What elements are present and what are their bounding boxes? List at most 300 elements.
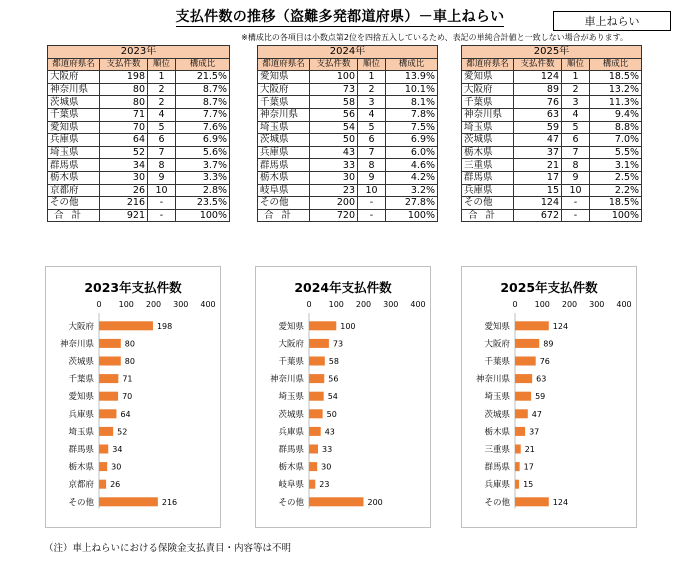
count-cell: 52	[100, 146, 148, 159]
data-label: 89	[543, 339, 554, 349]
data-label: 26	[110, 480, 121, 490]
rank-cell: 2	[148, 83, 176, 96]
table-row	[48, 71, 230, 84]
table-row	[258, 108, 438, 121]
table-row	[258, 146, 438, 159]
bar	[99, 374, 118, 383]
pref-cell: その他	[462, 197, 514, 210]
rank-cell: 3	[562, 96, 590, 109]
rank-cell: 3	[358, 96, 386, 109]
col-header-share: 構成比	[176, 58, 230, 71]
table-row	[48, 159, 230, 172]
table-row	[462, 108, 642, 121]
count-cell: 124	[514, 71, 562, 84]
table-row	[48, 96, 230, 109]
share-cell: 5.6%	[176, 146, 230, 159]
bar	[515, 427, 525, 436]
col-header-rank: 順位	[148, 58, 176, 71]
rank-cell: 5	[358, 121, 386, 134]
bar	[309, 321, 336, 330]
category-label: 京都府	[68, 480, 94, 491]
count-cell: 198	[100, 71, 148, 84]
category-label: その他	[68, 497, 94, 508]
data-label: 17	[523, 462, 534, 472]
col-header-pref: 都道府県名	[462, 58, 514, 71]
col-header-count: 支払件数	[310, 58, 358, 71]
category-label: 栃木県	[68, 462, 94, 473]
category-label: 茨城県	[68, 357, 94, 367]
rank-cell: 5	[562, 121, 590, 134]
count-cell: 37	[514, 146, 562, 159]
col-header-count: 支払件数	[514, 58, 562, 71]
data-label: 70	[122, 392, 133, 402]
col-header-rank: 順位	[358, 58, 386, 71]
bar	[515, 462, 520, 471]
table-row	[462, 134, 642, 147]
pref-cell: 愛知県	[462, 71, 514, 84]
data-label: 37	[529, 427, 540, 437]
table-row	[462, 96, 642, 109]
table-2025	[461, 45, 642, 222]
table-row	[462, 83, 642, 96]
rank-cell: 2	[358, 83, 386, 96]
share-cell: 18.5%	[590, 71, 642, 84]
col-header-rank: 順位	[562, 58, 590, 71]
rank-cell: 10	[148, 184, 176, 197]
chart-2023	[45, 266, 221, 528]
data-label: 76	[539, 357, 550, 366]
rank-cell: -	[562, 197, 590, 210]
col-header-pref: 都道府県名	[258, 58, 310, 71]
x-tick-label: 0	[306, 300, 312, 309]
count-cell: 921	[100, 209, 148, 222]
bar	[99, 427, 113, 436]
pref-cell: 茨城県	[258, 134, 310, 147]
count-cell: 59	[514, 121, 562, 134]
rank-cell: 8	[148, 159, 176, 172]
data-label: 124	[552, 321, 569, 331]
pref-cell: 埼玉県	[462, 121, 514, 134]
table-year: 2025年	[462, 46, 642, 59]
share-cell: 2.8%	[176, 184, 230, 197]
pref-cell: 兵庫県	[462, 184, 514, 197]
pref-cell: 栃木県	[48, 171, 100, 184]
col-header-pref: 都道府県名	[48, 58, 100, 71]
chart-2025	[461, 266, 637, 528]
table-row	[48, 108, 230, 121]
table-row	[48, 134, 230, 147]
count-cell: 23	[310, 184, 358, 197]
data-label: 58	[328, 357, 339, 366]
bar	[309, 445, 318, 454]
table-row	[48, 83, 230, 96]
rank-cell: -	[358, 209, 386, 222]
table-2024	[257, 45, 438, 222]
chart-2024	[255, 266, 431, 528]
table-row	[462, 146, 642, 159]
data-label: 56	[328, 374, 339, 384]
page-title: 支払件数の推移（盗難多発都道府県）－車上ねらい	[175, 9, 505, 25]
share-cell: 3.2%	[386, 184, 438, 197]
pref-cell: 千葉県	[462, 96, 514, 109]
chart-title: 2023年支払件数	[84, 280, 182, 295]
bar	[99, 445, 108, 454]
pref-cell: 千葉県	[48, 108, 100, 121]
share-cell: 27.8%	[386, 197, 438, 210]
data-label: 33	[321, 445, 333, 454]
category-label: 大阪府	[484, 339, 510, 350]
category-label: 栃木県	[278, 462, 304, 473]
count-cell: 64	[100, 134, 148, 147]
data-label: 30	[111, 462, 122, 472]
pref-cell: 埼玉県	[48, 146, 100, 159]
rank-cell: 10	[562, 184, 590, 197]
chart-2024-svg	[256, 267, 432, 529]
category-label: 神奈川県	[59, 339, 94, 350]
category-label: 神奈川県	[475, 374, 510, 385]
share-cell: 3.1%	[590, 159, 642, 172]
table-row	[48, 171, 230, 184]
col-header-share: 構成比	[386, 58, 438, 71]
table-row	[258, 96, 438, 109]
count-cell: 80	[100, 83, 148, 96]
bar	[309, 462, 317, 471]
pref-cell: 神奈川県	[462, 108, 514, 121]
bar	[309, 497, 364, 506]
data-label: 54	[327, 392, 338, 402]
pref-cell: 神奈川県	[48, 83, 100, 96]
data-label: 198	[156, 321, 173, 331]
count-cell: 15	[514, 184, 562, 197]
data-label: 47	[531, 409, 542, 419]
pref-cell: 兵庫県	[258, 146, 310, 159]
table-row	[258, 134, 438, 147]
category-label: 茨城県	[484, 409, 510, 420]
data-label: 216	[161, 497, 178, 507]
data-label: 23	[319, 480, 330, 490]
category-label: 岐阜県	[278, 480, 304, 491]
share-cell: 5.5%	[590, 146, 642, 159]
category-label: 群馬県	[484, 462, 510, 473]
bar	[309, 339, 329, 348]
data-label: 100	[340, 321, 356, 331]
pref-cell: 群馬県	[48, 159, 100, 172]
bar	[309, 374, 324, 383]
share-cell: 100%	[590, 209, 642, 222]
share-cell: 7.5%	[386, 121, 438, 134]
table-row	[258, 83, 438, 96]
category-label: 大阪府	[278, 339, 304, 350]
table-row	[258, 197, 438, 210]
category-label: 三重県	[484, 445, 510, 455]
category-label: その他	[484, 497, 510, 508]
rank-cell: 2	[148, 96, 176, 109]
table-row	[258, 71, 438, 84]
data-label: 71	[122, 374, 133, 384]
bar	[99, 462, 107, 471]
x-tick-label: 400	[616, 300, 632, 309]
x-tick-label: 200	[561, 300, 578, 309]
category-label: その他	[278, 497, 304, 508]
chart-title: 2025年支払件数	[500, 280, 598, 295]
bar	[515, 374, 532, 383]
pref-cell: 大阪府	[462, 83, 514, 96]
count-cell: 672	[514, 209, 562, 222]
rank-cell: 2	[562, 83, 590, 96]
category-label: 愛知県	[278, 321, 304, 332]
pref-cell: 岐阜県	[258, 184, 310, 197]
table-row	[258, 121, 438, 134]
pref-cell: 大阪府	[48, 71, 100, 84]
bar	[309, 480, 315, 489]
rank-cell: 10	[358, 184, 386, 197]
count-cell: 56	[310, 108, 358, 121]
share-cell: 7.8%	[386, 108, 438, 121]
rank-cell: 4	[358, 108, 386, 121]
total-row	[462, 209, 642, 222]
bar	[309, 392, 324, 401]
count-cell: 21	[514, 159, 562, 172]
x-tick-label: 200	[145, 300, 162, 309]
table-2023	[47, 45, 230, 222]
count-cell: 63	[514, 108, 562, 121]
bar	[99, 409, 116, 418]
count-cell: 200	[310, 197, 358, 210]
x-tick-label: 400	[410, 300, 426, 309]
bar	[309, 357, 325, 366]
total-row	[258, 209, 438, 222]
category-label: 埼玉県	[68, 427, 94, 438]
share-cell: 8.7%	[176, 96, 230, 109]
category-label: 群馬県	[68, 445, 94, 455]
rank-cell: 6	[148, 134, 176, 147]
table-row	[48, 184, 230, 197]
rank-cell: 7	[358, 146, 386, 159]
count-cell: 43	[310, 146, 358, 159]
pref-cell: その他	[258, 197, 310, 210]
bar	[515, 497, 549, 506]
pref-cell: 愛知県	[258, 71, 310, 84]
x-tick-label: 100	[534, 300, 550, 309]
bar	[515, 321, 549, 330]
rank-cell: 6	[562, 134, 590, 147]
data-label: 80	[124, 339, 135, 349]
bar	[99, 392, 118, 401]
share-cell: 9.4%	[590, 108, 642, 121]
category-badge: 車上ねらい	[553, 11, 671, 31]
category-label: 茨城県	[278, 409, 304, 420]
pref-cell: 愛知県	[48, 121, 100, 134]
data-label: 63	[536, 374, 547, 384]
pref-cell: 合計	[258, 209, 310, 222]
share-cell: 7.7%	[176, 108, 230, 121]
pref-cell: 栃木県	[462, 146, 514, 159]
share-cell: 2.2%	[590, 184, 642, 197]
bar	[99, 480, 106, 489]
category-label: 群馬県	[278, 445, 304, 455]
count-cell: 33	[310, 159, 358, 172]
chart-2023-svg	[46, 267, 222, 529]
count-cell: 34	[100, 159, 148, 172]
col-header-count: 支払件数	[100, 58, 148, 71]
rank-cell: 9	[562, 171, 590, 184]
count-cell: 124	[514, 197, 562, 210]
share-cell: 6.9%	[386, 134, 438, 147]
share-cell: 2.5%	[590, 171, 642, 184]
category-label: 埼玉県	[484, 392, 510, 403]
share-cell: 13.2%	[590, 83, 642, 96]
chart-2025-svg	[462, 267, 638, 529]
category-label: 兵庫県	[484, 480, 510, 491]
bar	[99, 497, 158, 506]
share-cell: 6.0%	[386, 146, 438, 159]
col-header-share: 構成比	[590, 58, 642, 71]
rounding-note: ※構成比の各項目は小数点第2位を四捨五入しているため、表記の単純合計値と一致しない場合があります。	[241, 33, 628, 42]
rank-cell: 1	[562, 71, 590, 84]
pref-cell: 千葉県	[258, 96, 310, 109]
data-label: 21	[524, 445, 535, 454]
x-tick-label: 300	[589, 300, 605, 309]
count-cell: 30	[310, 171, 358, 184]
table-row	[462, 197, 642, 210]
total-row	[48, 209, 230, 222]
table-row	[48, 121, 230, 134]
category-label: 神奈川県	[269, 374, 304, 385]
category-label: 大阪府	[68, 321, 94, 332]
share-cell: 4.2%	[386, 171, 438, 184]
x-tick-label: 100	[328, 300, 344, 309]
rank-cell: -	[148, 209, 176, 222]
count-cell: 216	[100, 197, 148, 210]
x-tick-label: 400	[200, 300, 216, 309]
count-cell: 26	[100, 184, 148, 197]
share-cell: 8.1%	[386, 96, 438, 109]
share-cell: 11.3%	[590, 96, 642, 109]
share-cell: 6.9%	[176, 134, 230, 147]
count-cell: 70	[100, 121, 148, 134]
table-row	[462, 171, 642, 184]
share-cell: 23.5%	[176, 197, 230, 210]
share-cell: 100%	[386, 209, 438, 222]
count-cell: 17	[514, 171, 562, 184]
data-label: 15	[523, 480, 534, 490]
share-cell: 100%	[176, 209, 230, 222]
x-tick-label: 300	[173, 300, 189, 309]
table-row	[258, 159, 438, 172]
table-row	[462, 159, 642, 172]
table-row	[48, 146, 230, 159]
rank-cell: 6	[358, 134, 386, 147]
rank-cell: 7	[562, 146, 590, 159]
category-label: 兵庫県	[278, 427, 304, 438]
data-label: 52	[117, 427, 128, 437]
data-label: 59	[535, 392, 546, 402]
table-row	[462, 184, 642, 197]
data-label: 30	[321, 462, 332, 472]
x-tick-label: 100	[118, 300, 134, 309]
footnote: （注）車上ねらいにおける保険金支払責目・内容等は不明	[44, 543, 292, 554]
count-cell: 71	[100, 108, 148, 121]
bar	[515, 392, 531, 401]
table-year: 2023年	[48, 46, 230, 59]
pref-cell: 三重県	[462, 159, 514, 172]
pref-cell: 群馬県	[462, 171, 514, 184]
rank-cell: 9	[148, 171, 176, 184]
data-label: 50	[326, 409, 337, 419]
rank-cell: -	[358, 197, 386, 210]
x-tick-label: 300	[383, 300, 399, 309]
bar	[515, 480, 519, 489]
chart-title: 2024年支払件数	[294, 280, 392, 295]
data-label: 124	[552, 497, 569, 507]
pref-cell: 群馬県	[258, 159, 310, 172]
pref-cell: 合計	[48, 209, 100, 222]
count-cell: 73	[310, 83, 358, 96]
x-tick-label: 200	[355, 300, 372, 309]
pref-cell: 合計	[462, 209, 514, 222]
category-label: 千葉県	[484, 357, 510, 367]
rank-cell: 8	[358, 159, 386, 172]
table-row	[258, 171, 438, 184]
bar	[515, 339, 539, 348]
pref-cell: 神奈川県	[258, 108, 310, 121]
rank-cell: 4	[562, 108, 590, 121]
table-row	[48, 197, 230, 210]
data-label: 34	[112, 445, 123, 454]
count-cell: 30	[100, 171, 148, 184]
count-cell: 89	[514, 83, 562, 96]
bar	[309, 409, 323, 418]
share-cell: 8.8%	[590, 121, 642, 134]
data-label: 64	[120, 409, 131, 419]
bar	[515, 445, 521, 454]
count-cell: 54	[310, 121, 358, 134]
table-row	[462, 71, 642, 84]
category-label: 埼玉県	[278, 392, 304, 403]
bar	[99, 339, 121, 348]
share-cell: 8.7%	[176, 83, 230, 96]
x-tick-label: 0	[96, 300, 102, 309]
data-label: 73	[332, 339, 344, 349]
pref-cell: 栃木県	[258, 171, 310, 184]
data-label: 200	[367, 497, 383, 507]
pref-cell: 埼玉県	[258, 121, 310, 134]
pref-cell: 京都府	[48, 184, 100, 197]
share-cell: 7.6%	[176, 121, 230, 134]
bar	[515, 409, 528, 418]
pref-cell: その他	[48, 197, 100, 210]
table-year: 2024年	[258, 46, 438, 59]
table-row	[462, 121, 642, 134]
share-cell: 21.5%	[176, 71, 230, 84]
x-tick-label: 0	[512, 300, 518, 309]
pref-cell: 兵庫県	[48, 134, 100, 147]
rank-cell: 1	[358, 71, 386, 84]
rank-cell: -	[562, 209, 590, 222]
count-cell: 720	[310, 209, 358, 222]
category-label: 千葉県	[68, 374, 94, 385]
pref-cell: 茨城県	[462, 134, 514, 147]
share-cell: 18.5%	[590, 197, 642, 210]
share-cell: 7.0%	[590, 134, 642, 147]
pref-cell: 大阪府	[258, 83, 310, 96]
share-cell: 4.6%	[386, 159, 438, 172]
table-row	[258, 184, 438, 197]
count-cell: 58	[310, 96, 358, 109]
rank-cell: 1	[148, 71, 176, 84]
data-label: 43	[324, 427, 335, 437]
share-cell: 3.7%	[176, 159, 230, 172]
